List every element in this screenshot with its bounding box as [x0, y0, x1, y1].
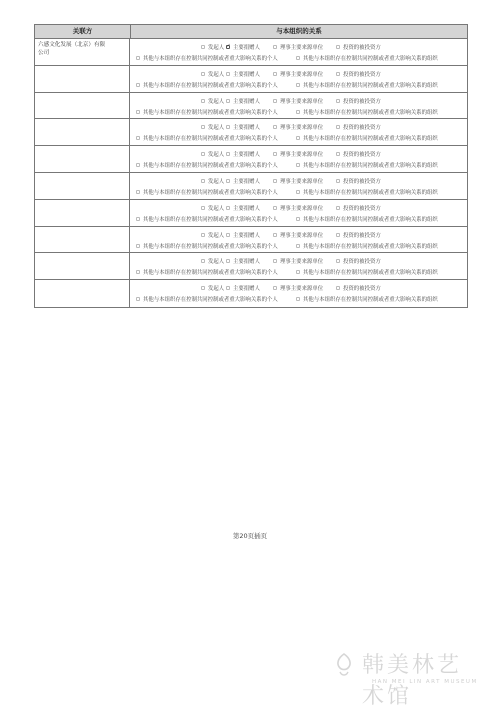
option-label: 其他与本组织存在控制共同控制或者重大影响关系的组织 [303, 56, 438, 62]
option-label: 投资的被投资方 [343, 125, 381, 132]
table-row [35, 39, 467, 66]
relationship-options [130, 227, 467, 253]
checkbox-icon[interactable] [336, 152, 340, 156]
related-party-name [35, 119, 130, 145]
header-related-party: 关联方 [35, 25, 131, 38]
option-invested-party[interactable] [336, 204, 381, 212]
option-label: 投资的被投资方 [343, 286, 381, 293]
option-major-donor[interactable] [226, 231, 260, 239]
option-major-donor[interactable] [226, 123, 260, 131]
option-label: 其他与本组织存在控制共同控制或者重大影响关系的个人 [143, 270, 278, 277]
option-label: 主要捐赠人 [233, 152, 260, 159]
option-major-donor[interactable] [226, 70, 260, 78]
option-major-donor[interactable] [226, 284, 260, 292]
related-party-name: 六感文化发展（北京）有限 公司 [35, 39, 130, 65]
checkbox-icon[interactable] [136, 136, 140, 140]
relationship-options [130, 66, 467, 92]
checkbox-icon[interactable] [226, 286, 230, 290]
option-label: 主要捐赠人 [233, 45, 260, 51]
option-label: 其他与本组织存在控制共同控制或者重大影响关系的个人 [143, 243, 278, 250]
option-major-donor[interactable] [226, 177, 260, 185]
option-other-person[interactable] [136, 54, 278, 62]
option-other-person[interactable] [136, 108, 278, 116]
checkbox-icon[interactable] [296, 83, 300, 87]
option-label: 其他与本组织存在控制共同控制或者重大影响关系的个人 [143, 109, 278, 116]
table-row [35, 253, 467, 280]
checkbox-icon[interactable] [201, 233, 205, 237]
option-other-person[interactable] [136, 81, 278, 89]
related-party-name [35, 173, 130, 199]
option-other-org[interactable] [296, 268, 438, 276]
option-invested-party[interactable] [336, 284, 381, 292]
option-label: 发起人 [208, 125, 225, 132]
option-label: 其他与本组织存在控制共同控制或者重大影响关系的个人 [143, 163, 278, 170]
page-number: 第20页插页 [232, 532, 268, 540]
checkbox-icon[interactable] [201, 45, 205, 49]
option-invested-party[interactable] [336, 123, 381, 131]
checkbox-icon[interactable] [226, 259, 230, 263]
checkbox-icon[interactable] [296, 244, 300, 248]
checkbox-icon[interactable] [273, 259, 277, 263]
option-initiator[interactable] [201, 97, 224, 105]
option-initiator[interactable] [201, 231, 224, 239]
option-label: 其他与本组织存在控制共同控制或者重大影响关系的组织 [303, 109, 438, 116]
option-invested-party[interactable] [336, 231, 381, 239]
table-row [35, 227, 467, 254]
option-other-org[interactable] [296, 215, 438, 223]
option-council-source-unit[interactable] [273, 284, 323, 292]
checkbox-icon[interactable] [336, 233, 340, 237]
relationship-options [130, 146, 467, 172]
checkbox-icon[interactable] [136, 297, 140, 301]
checkbox-icon[interactable] [273, 72, 277, 76]
relationship-options [130, 39, 467, 65]
option-label: 其他与本组织存在控制共同控制或者重大影响关系的个人 [143, 297, 278, 304]
checkbox-icon[interactable] [136, 217, 140, 221]
option-other-org[interactable] [296, 188, 438, 196]
checkbox-icon[interactable] [136, 244, 140, 248]
option-label: 发起人 [208, 45, 225, 51]
option-label: 主要捐赠人 [233, 205, 260, 212]
option-other-person[interactable] [136, 161, 278, 169]
option-initiator[interactable] [201, 204, 224, 212]
museum-watermark [332, 648, 482, 709]
option-label: 理事主要来源单位 [280, 178, 324, 185]
option-label: 主要捐赠人 [233, 125, 260, 132]
checkbox-icon[interactable] [136, 270, 140, 274]
checkbox-icon[interactable] [336, 125, 340, 129]
watermark-latin: HAN MEI LIN ART MUSEUM [372, 679, 478, 685]
option-label: 发起人 [208, 232, 225, 239]
checkbox-icon[interactable] [296, 297, 300, 301]
option-other-org[interactable] [296, 81, 438, 89]
option-council-source-unit[interactable] [273, 204, 323, 212]
option-label: 主要捐赠人 [233, 286, 260, 293]
option-label: 发起人 [208, 71, 225, 78]
checkbox-icon[interactable] [273, 233, 277, 237]
option-label: 理事主要来源单位 [280, 98, 324, 105]
option-label: 发起人 [208, 286, 225, 293]
table-row [35, 200, 467, 227]
table-row [35, 146, 467, 173]
option-label: 主要捐赠人 [233, 98, 260, 105]
checkbox-icon[interactable] [201, 206, 205, 210]
checkbox-icon[interactable] [296, 217, 300, 221]
relationship-options [130, 253, 467, 279]
option-other-person[interactable] [136, 134, 278, 142]
checkbox-icon[interactable] [226, 206, 230, 210]
checkbox-icon[interactable] [296, 270, 300, 274]
option-other-person[interactable] [136, 188, 278, 196]
option-other-person[interactable] [136, 295, 278, 303]
option-label: 理事主要来源单位 [280, 259, 324, 266]
option-council-source-unit[interactable] [273, 257, 323, 265]
checkbox-icon[interactable] [226, 179, 230, 183]
checkbox-icon[interactable] [336, 179, 340, 183]
related-party-name [35, 66, 130, 92]
option-initiator[interactable] [201, 43, 224, 51]
option-council-source-unit[interactable] [273, 177, 323, 185]
related-party-name [35, 253, 130, 279]
checkbox-icon[interactable] [201, 125, 205, 129]
checkbox-icon[interactable] [273, 206, 277, 210]
option-invested-party[interactable] [336, 43, 381, 51]
option-other-org[interactable] [296, 295, 438, 303]
checkbox-icon[interactable] [201, 259, 205, 263]
option-label: 投资的被投资方 [343, 152, 381, 159]
checkbox-icon[interactable] [296, 56, 300, 60]
option-label: 发起人 [208, 152, 225, 159]
checkbox-icon[interactable] [201, 99, 205, 103]
checkbox-icon[interactable] [273, 125, 277, 129]
checkbox-icon[interactable] [336, 259, 340, 263]
checkbox-icon[interactable] [136, 83, 140, 87]
option-invested-party[interactable] [336, 97, 381, 105]
option-label: 其他与本组织存在控制共同控制或者重大影响关系的组织 [303, 270, 438, 277]
option-label: 其他与本组织存在控制共同控制或者重大影响关系的个人 [143, 216, 278, 223]
option-initiator[interactable] [201, 70, 224, 78]
option-label: 其他与本组织存在控制共同控制或者重大影响关系的组织 [303, 189, 438, 196]
checkbox-icon[interactable] [336, 206, 340, 210]
option-invested-party[interactable] [336, 70, 381, 78]
option-label: 投资的被投资方 [343, 232, 381, 239]
option-initiator[interactable] [201, 150, 224, 158]
relationship-options [130, 280, 467, 307]
option-label: 其他与本组织存在控制共同控制或者重大影响关系的个人 [143, 82, 278, 89]
option-other-person[interactable] [136, 215, 278, 223]
table-row [35, 119, 467, 146]
option-other-org[interactable] [296, 242, 438, 250]
option-major-donor[interactable] [226, 43, 260, 51]
option-label: 理事主要来源单位 [280, 71, 324, 78]
option-label: 发起人 [208, 259, 225, 266]
relationship-options [130, 119, 467, 145]
option-major-donor[interactable] [226, 204, 260, 212]
option-label: 理事主要来源单位 [280, 152, 324, 159]
related-party-table [34, 24, 468, 308]
option-label: 其他与本组织存在控制共同控制或者重大影响关系的组织 [303, 82, 438, 89]
watermark-script: 韩美林艺术馆 [362, 653, 463, 709]
option-label: 理事主要来源单位 [280, 45, 324, 51]
option-other-org[interactable] [296, 108, 438, 116]
checkbox-icon[interactable] [226, 45, 230, 49]
table-row [35, 173, 467, 200]
checkbox-icon[interactable] [136, 56, 140, 60]
option-label: 投资的被投资方 [343, 259, 381, 266]
checkbox-icon[interactable] [273, 286, 277, 290]
checkbox-icon[interactable] [201, 72, 205, 76]
checkbox-icon[interactable] [136, 163, 140, 167]
option-other-person[interactable] [136, 242, 278, 250]
option-major-donor[interactable] [226, 150, 260, 158]
checkbox-icon[interactable] [226, 152, 230, 156]
checkbox-icon[interactable] [336, 72, 340, 76]
option-label: 其他与本组织存在控制共同控制或者重大影响关系的组织 [303, 136, 438, 143]
related-party-name [35, 227, 130, 253]
option-label: 其他与本组织存在控制共同控制或者重大影响关系的组织 [303, 216, 438, 223]
option-other-org[interactable] [296, 134, 438, 142]
checkbox-icon[interactable] [136, 190, 140, 194]
option-label: 发起人 [208, 205, 225, 212]
relationship-options [130, 93, 467, 119]
option-council-source-unit[interactable] [273, 231, 323, 239]
option-council-source-unit[interactable] [273, 43, 323, 51]
table-header [35, 25, 467, 39]
checkbox-icon[interactable] [296, 163, 300, 167]
option-council-source-unit[interactable] [273, 70, 323, 78]
checkbox-icon[interactable] [273, 99, 277, 103]
museum-logo-icon [332, 652, 356, 680]
checkbox-icon[interactable] [296, 190, 300, 194]
checkbox-icon[interactable] [336, 45, 340, 49]
option-label: 其他与本组织存在控制共同控制或者重大影响关系的个人 [143, 136, 278, 143]
option-label: 其他与本组织存在控制共同控制或者重大影响关系的组织 [303, 163, 438, 170]
option-label: 主要捐赠人 [233, 178, 260, 185]
related-party-name [35, 93, 130, 119]
option-label: 投资的被投资方 [343, 71, 381, 78]
checkbox-icon[interactable] [296, 110, 300, 114]
option-label: 其他与本组织存在控制共同控制或者重大影响关系的组织 [303, 243, 438, 250]
checkbox-icon[interactable] [273, 45, 277, 49]
related-party-name [35, 146, 130, 172]
option-council-source-unit[interactable] [273, 97, 323, 105]
checkbox-icon[interactable] [336, 99, 340, 103]
option-label: 理事主要来源单位 [280, 125, 324, 132]
option-major-donor[interactable] [226, 97, 260, 105]
checkbox-icon[interactable] [336, 286, 340, 290]
table-row [35, 93, 467, 120]
related-party-name [35, 200, 130, 226]
option-label: 投资的被投资方 [343, 98, 381, 105]
table-row [35, 66, 467, 93]
checkbox-icon[interactable] [201, 179, 205, 183]
checkbox-icon[interactable] [136, 110, 140, 114]
option-other-person[interactable] [136, 268, 278, 276]
option-council-source-unit[interactable] [273, 123, 323, 131]
option-label: 主要捐赠人 [233, 71, 260, 78]
checkbox-icon[interactable] [273, 179, 277, 183]
option-label: 其他与本组织存在控制共同控制或者重大影响关系的组织 [303, 297, 438, 304]
checkbox-icon[interactable] [226, 72, 230, 76]
option-label: 其他与本组织存在控制共同控制或者重大影响关系的个人 [143, 56, 278, 62]
option-label: 发起人 [208, 178, 225, 185]
table-row [35, 280, 467, 307]
related-party-name [35, 280, 130, 307]
option-label: 理事主要来源单位 [280, 232, 324, 239]
checkbox-icon[interactable] [226, 99, 230, 103]
checkbox-icon[interactable] [201, 286, 205, 290]
option-label: 投资的被投资方 [343, 45, 381, 51]
option-label: 主要捐赠人 [233, 259, 260, 266]
checkbox-icon[interactable] [201, 152, 205, 156]
option-other-org[interactable] [296, 161, 438, 169]
header-relationship: 与本组织的关系 [276, 27, 322, 35]
option-invested-party[interactable] [336, 150, 381, 158]
option-label: 发起人 [208, 98, 225, 105]
checkbox-icon[interactable] [273, 152, 277, 156]
checkbox-icon[interactable] [226, 233, 230, 237]
option-invested-party[interactable] [336, 257, 381, 265]
option-label: 其他与本组织存在控制共同控制或者重大影响关系的个人 [143, 189, 278, 196]
option-other-org[interactable] [296, 54, 438, 62]
option-initiator[interactable] [201, 177, 224, 185]
option-major-donor[interactable] [226, 257, 260, 265]
option-invested-party[interactable] [336, 177, 381, 185]
option-initiator[interactable] [201, 284, 224, 292]
option-label: 理事主要来源单位 [280, 286, 324, 293]
checkbox-icon[interactable] [226, 125, 230, 129]
option-label: 理事主要来源单位 [280, 205, 324, 212]
option-label: 主要捐赠人 [233, 232, 260, 239]
option-label: 投资的被投资方 [343, 178, 381, 185]
option-initiator[interactable] [201, 257, 224, 265]
option-initiator[interactable] [201, 123, 224, 131]
checkbox-icon[interactable] [296, 136, 300, 140]
option-label: 投资的被投资方 [343, 205, 381, 212]
relationship-options [130, 200, 467, 226]
option-council-source-unit[interactable] [273, 150, 323, 158]
relationship-options [130, 173, 467, 199]
